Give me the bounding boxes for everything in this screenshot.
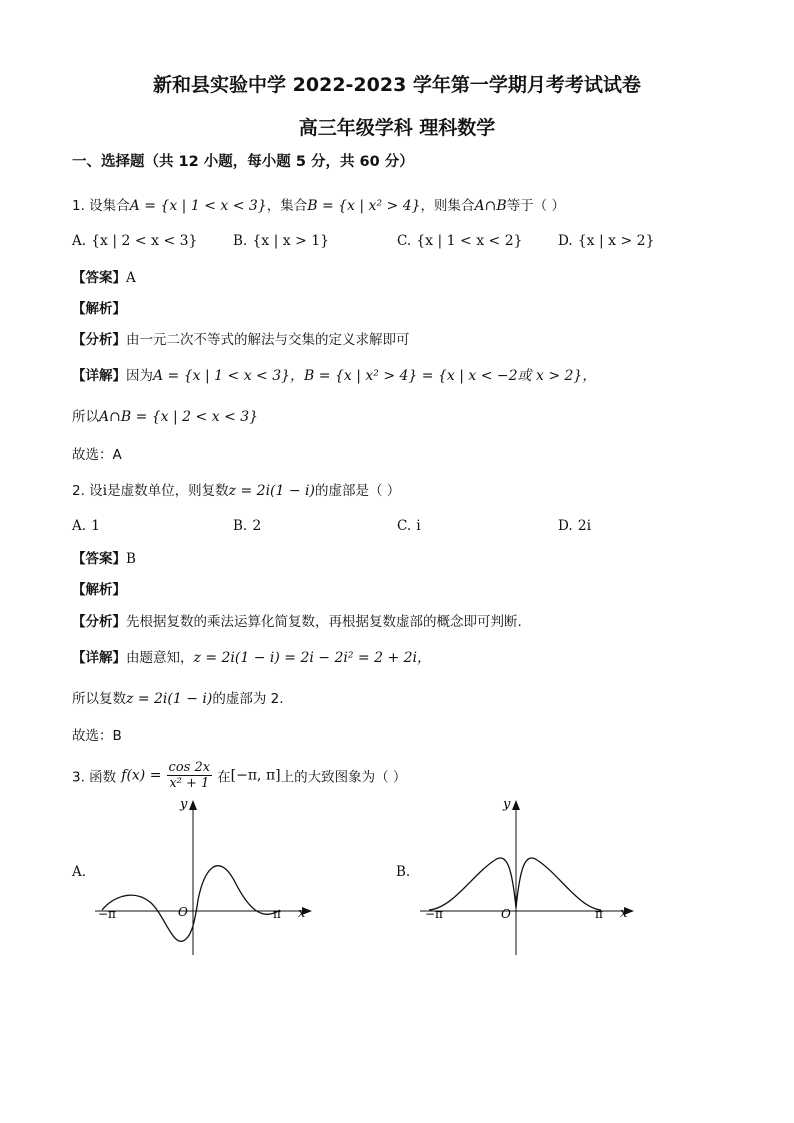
x-label: x bbox=[298, 906, 306, 921]
q1-detail bbox=[72, 364, 596, 385]
q1-choose: 故选：A bbox=[72, 447, 122, 463]
curve-a bbox=[102, 866, 280, 942]
q1-sep2: ，则集合 bbox=[420, 198, 475, 214]
detail-pre: 因为 bbox=[126, 368, 153, 384]
q3-fx: f(x) = bbox=[121, 767, 162, 784]
detail-label: 【详解】 bbox=[72, 650, 126, 666]
option-letter: C. bbox=[397, 518, 412, 534]
option-letter: B. bbox=[233, 518, 248, 534]
q2-z: z = 2i(1 − i) bbox=[228, 483, 315, 499]
graph-a[interactable] bbox=[90, 790, 320, 960]
q3-denominator: x² + 1 bbox=[169, 776, 210, 791]
q2-option-c[interactable] bbox=[397, 515, 421, 534]
pi-label: π bbox=[273, 907, 281, 921]
y-axis-arrow-icon bbox=[512, 800, 520, 810]
conclusion-pre: 所以复数 bbox=[72, 691, 126, 707]
q1-option-b[interactable] bbox=[233, 230, 329, 249]
option-text: i bbox=[416, 518, 421, 534]
exam-subtitle: 高三年级学科 理科数学 bbox=[298, 117, 496, 139]
fenxi-label: 【分析】 bbox=[72, 614, 126, 630]
q3-stem-prefix: 3. 函数 bbox=[72, 769, 117, 786]
q1-fenxi bbox=[72, 328, 410, 348]
option-text: {x | 1 < x < 2} bbox=[416, 233, 523, 249]
q2-choose: 故选：B bbox=[72, 728, 122, 744]
detail-math: z = 2i(1 − i) = 2i − 2i² = 2 + 2i， bbox=[193, 650, 432, 666]
q3-in: 在 bbox=[217, 769, 231, 786]
answer-value: A bbox=[126, 270, 136, 286]
q2-stem-mid: 是虚数单位，则复数 bbox=[107, 483, 229, 499]
answer-label: 【答案】 bbox=[72, 551, 126, 567]
neg-pi-label: −π bbox=[98, 907, 116, 921]
y-label: y bbox=[503, 797, 511, 812]
answer-label: 【答案】 bbox=[72, 270, 126, 286]
option-text: {x | x > 1} bbox=[252, 233, 330, 249]
option-letter: D. bbox=[558, 518, 573, 534]
conclusion-pre: 所以 bbox=[72, 409, 99, 425]
option-letter: B. bbox=[233, 233, 248, 249]
q1-stem bbox=[72, 194, 565, 214]
q2-i: i bbox=[102, 483, 108, 499]
q1-option-a[interactable] bbox=[72, 230, 197, 249]
option-text: 2i bbox=[577, 518, 592, 534]
graph-b[interactable] bbox=[415, 790, 645, 960]
q1-set-b: B = {x | x² > 4} bbox=[307, 198, 421, 214]
q3-stem bbox=[72, 760, 406, 791]
section-heading: 一、选择题（共 12 小题，每小题 5 分，共 60 分） bbox=[72, 154, 414, 170]
q1-stem-prefix: 1. 设集合 bbox=[72, 198, 130, 214]
q1-sep1: ，集合 bbox=[266, 198, 308, 214]
option-text: {x | x > 2} bbox=[577, 233, 655, 249]
q2-stem bbox=[72, 479, 400, 499]
conclusion-suffix: 的虚部为 2. bbox=[212, 691, 284, 707]
q3-fraction bbox=[167, 760, 213, 791]
origin-label: O bbox=[501, 907, 511, 921]
q2-fenxi bbox=[72, 610, 522, 630]
q2-option-d[interactable] bbox=[558, 515, 591, 534]
q2-analysis-label: 【解析】 bbox=[72, 582, 126, 598]
conclusion-math: z = 2i(1 − i) bbox=[126, 691, 213, 707]
option-text: 1 bbox=[91, 518, 101, 534]
detail-math: A = {x | 1 < x < 3}，B = {x | x² > 4} = {x | x < −2或 x > 2}， bbox=[153, 368, 597, 384]
exam-title: 新和县实验中学 2022-2023 学年第一学期月考考试试卷 bbox=[153, 74, 641, 96]
x-label: x bbox=[620, 906, 628, 921]
y-label: y bbox=[180, 797, 188, 812]
q1-conclusion bbox=[72, 405, 258, 425]
option-letter: D. bbox=[558, 233, 573, 249]
pi-label: π bbox=[595, 907, 603, 921]
q2-option-a[interactable] bbox=[72, 515, 100, 534]
q1-answer bbox=[72, 266, 136, 286]
conclusion-math: A∩B = {x | 2 < x < 3} bbox=[99, 409, 259, 425]
option-letter: C. bbox=[397, 233, 412, 249]
q1-analysis-label: 【解析】 bbox=[72, 301, 126, 317]
q2-option-b[interactable] bbox=[233, 515, 261, 534]
q1-set-a: A = {x | 1 < x < 3} bbox=[129, 198, 267, 214]
q2-answer bbox=[72, 547, 136, 567]
option-letter: A. bbox=[72, 518, 87, 534]
fenxi-text: 先根据复数的乘法运算化简复数，再根据复数虚部的概念即可判断. bbox=[126, 614, 522, 630]
option-letter: A. bbox=[72, 233, 87, 249]
origin-label: O bbox=[178, 905, 188, 919]
curve-b bbox=[429, 858, 601, 910]
q3-interval: [−π, π] bbox=[230, 767, 281, 784]
option-text: 2 bbox=[252, 518, 262, 534]
detail-label: 【详解】 bbox=[72, 368, 126, 384]
graph-b-label: B. bbox=[396, 864, 411, 880]
q2-stem-prefix: 2. 设 bbox=[72, 483, 103, 499]
q1-option-c[interactable] bbox=[397, 230, 523, 249]
q1-option-d[interactable] bbox=[558, 230, 655, 249]
graph-a-label: A. bbox=[72, 864, 87, 880]
detail-pre: 由题意知， bbox=[126, 650, 194, 666]
q2-detail bbox=[72, 646, 431, 667]
option-text: {x | 2 < x < 3} bbox=[91, 233, 198, 249]
fenxi-text: 由一元二次不等式的解法与交集的定义求解即可 bbox=[126, 332, 410, 348]
answer-value: B bbox=[126, 551, 136, 567]
q1-stem-suffix: 等于（ ） bbox=[506, 198, 565, 214]
q1-intersection: A∩B bbox=[474, 198, 507, 214]
q3-stem-suffix: 上的大致图象为（ ） bbox=[280, 769, 407, 786]
neg-pi-label: −π bbox=[425, 907, 443, 921]
q2-stem-suffix: 的虚部是（ ） bbox=[315, 483, 401, 499]
fenxi-label: 【分析】 bbox=[72, 332, 126, 348]
q2-conclusion bbox=[72, 687, 284, 707]
y-axis-arrow-icon bbox=[189, 800, 197, 810]
q3-numerator: cos 2x bbox=[168, 760, 211, 775]
